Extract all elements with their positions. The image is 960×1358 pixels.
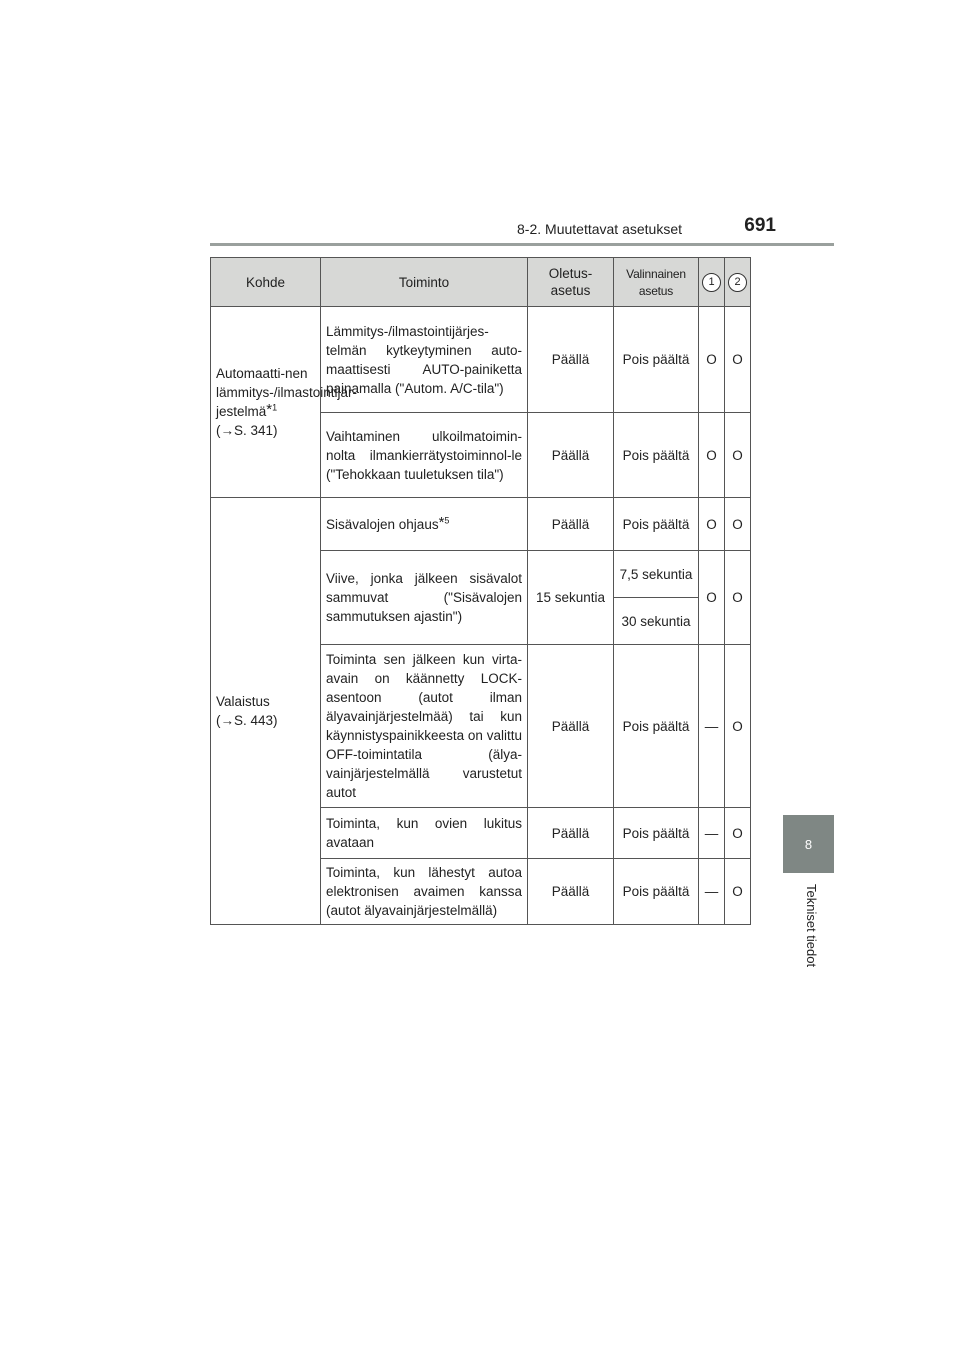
table-row: [211, 307, 751, 413]
circled-1-icon: 1: [702, 273, 721, 292]
mark-cell-1: O: [699, 498, 725, 551]
mark-cell-1: —: [699, 808, 725, 859]
function-cell: Viive, jonka jälkeen sisävalot sammuvat ("Sisävalojen sammutuksen ajastin"): [321, 551, 528, 645]
header-divider: [210, 243, 834, 246]
mark-cell-2: O: [725, 645, 751, 808]
function-cell: Toiminta sen jälkeen kun virta-avain on käännetty LOCK-asentoon (autot ilman älyavainjärjestelmää) tai kun käynnistyspainikkeesta on valittu OFF-toimintatila (älya-vainjärjestelmällä varustetut autot: [321, 645, 528, 808]
alternative-cell: 30 sekuntia: [614, 598, 699, 645]
page-reference: (→S. 443): [216, 713, 278, 728]
mark-cell-2: O: [725, 551, 751, 645]
chapter-label: Tekniset tiedot: [804, 884, 819, 968]
alternative-cell: Pois päältä: [614, 498, 699, 551]
mark-cell-1: —: [699, 645, 725, 808]
mark-cell-2: O: [725, 413, 751, 498]
header-alternative: Valinnainen asetus: [614, 258, 699, 307]
default-cell: Päällä: [528, 413, 614, 498]
mark-cell-2: O: [725, 859, 751, 925]
default-cell: 15 sekuntia: [528, 551, 614, 645]
circled-2-icon: 2: [728, 273, 747, 292]
header-default: Oletus-asetus: [528, 258, 614, 307]
header-item: Kohde: [211, 258, 321, 307]
header-function: Toiminto: [321, 258, 528, 307]
function-cell: Sisävalojen ohjaus*$^5$: [321, 498, 528, 551]
mark-cell-1: —: [699, 859, 725, 925]
alternative-cell: Pois päältä: [614, 859, 699, 925]
mark-cell-2: O: [725, 808, 751, 859]
mark-cell-1: O: [699, 551, 725, 645]
table-header-row: [211, 258, 751, 307]
item-cell: Automaatti-nen lämmitys-/ilmastointijär-jestelmä*$^1$ (→S. 341): [211, 307, 321, 498]
alternative-cell: Pois päältä: [614, 413, 699, 498]
function-cell: Lämmitys-/ilmastointijärjes-telmän kytkeytyminen auto-maattisesti AUTO-painiketta painamalla ("Autom. A/C-tila"): [321, 307, 528, 413]
section-title: 8-2. Muutettavat asetukset: [517, 221, 682, 237]
page-reference: (→S. 341): [216, 423, 278, 438]
function-cell: Toiminta, kun ovien lukitus avataan: [321, 808, 528, 859]
mark-cell-1: O: [699, 413, 725, 498]
alternative-cell: Pois päältä: [614, 645, 699, 808]
table-row: [211, 498, 751, 551]
settings-table: [210, 257, 751, 925]
default-cell: Päällä: [528, 645, 614, 808]
page-number: 691: [744, 215, 776, 236]
item-cell: Valaistus (→S. 443): [211, 498, 321, 925]
header-col-2: [725, 258, 751, 307]
mark-cell-2: O: [725, 307, 751, 413]
mark-cell-2: O: [725, 498, 751, 551]
default-cell: Päällä: [528, 307, 614, 413]
default-cell: Päällä: [528, 808, 614, 859]
function-cell: Toiminta, kun lähestyt autoa elektronisen avaimen kanssa (autot älyavainjärjestelmällä): [321, 859, 528, 925]
header-col-1: [699, 258, 725, 307]
alternative-cell: 7,5 sekuntia: [614, 551, 699, 598]
alternative-cell: Pois päältä: [614, 307, 699, 413]
chapter-tab-number: 8: [804, 836, 813, 852]
function-cell: Vaihtaminen ulkoilmatoimin-nolta ilmankierrätystoiminnol-le ("Tehokkaan tuuletuksen tila"): [321, 413, 528, 498]
default-cell: Päällä: [528, 498, 614, 551]
chapter-tab[interactable]: [783, 815, 834, 873]
alternative-cell: Pois päältä: [614, 808, 699, 859]
mark-cell-1: O: [699, 307, 725, 413]
default-cell: Päällä: [528, 859, 614, 925]
